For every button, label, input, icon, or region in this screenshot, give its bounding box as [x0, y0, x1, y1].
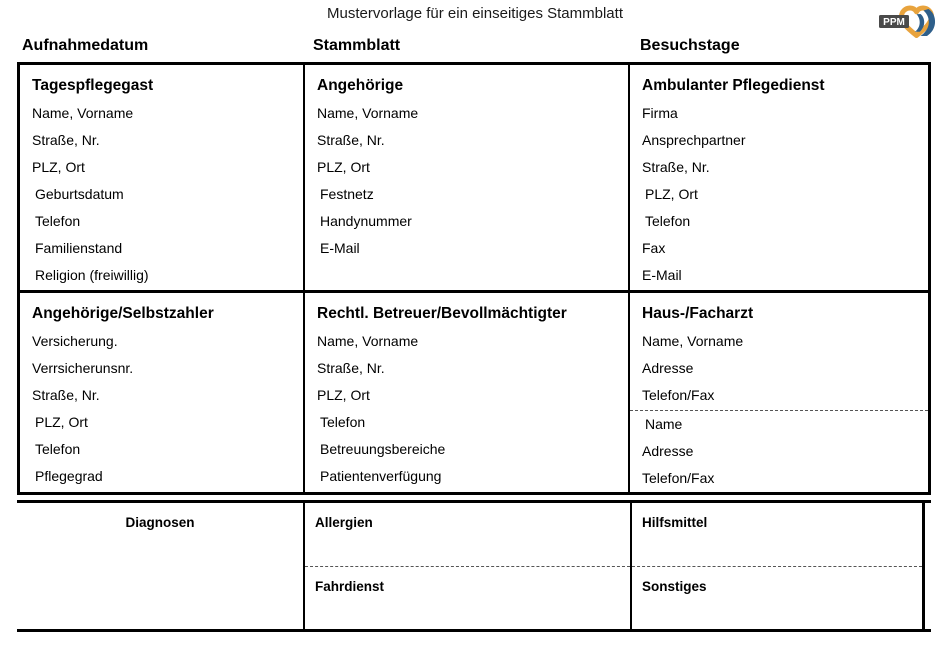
main-form-table: [17, 62, 931, 495]
field-label: PLZ, Ort: [317, 159, 370, 175]
field-label: Straße, Nr.: [32, 132, 100, 148]
field-label: Name: [645, 416, 683, 432]
field-label: Name, Vorname: [642, 333, 744, 349]
cell-angehoerige-selbstzahler[interactable]: [20, 293, 305, 492]
field-label: Pflegegrad: [35, 468, 103, 484]
facharzt-sub-section: [630, 410, 928, 492]
field-label: Festnetz: [320, 186, 374, 202]
cell-allergien[interactable]: [305, 503, 630, 566]
cell-sonstiges[interactable]: [632, 566, 922, 629]
field-label: Telefon: [35, 213, 81, 229]
page-title: Mustervorlage für ein einseitiges Stammblatt: [327, 5, 623, 22]
column-heading-besuchstage: Besuchstage: [640, 37, 740, 54]
field-label: Telefon: [645, 213, 691, 229]
field-label: Handynummer: [320, 213, 412, 229]
cell-hilfsmittel-sonstiges: [632, 503, 925, 629]
field-label: E-Mail: [642, 267, 682, 283]
cell-ambulanter-pflegedienst[interactable]: [630, 65, 928, 290]
table-row: [20, 65, 928, 293]
cell-title: Tagespflegegast: [32, 77, 154, 94]
cell-diagnosen[interactable]: [17, 503, 305, 629]
diagnosen-label: Diagnosen: [125, 515, 195, 530]
field-label: PLZ, Ort: [317, 387, 370, 403]
cell-title: Haus-/Facharzt: [642, 305, 754, 322]
hilfsmittel-label: Hilfsmittel: [642, 515, 708, 530]
cell-hilfsmittel[interactable]: [632, 503, 922, 566]
field-label: Fax: [642, 240, 666, 256]
field-label: Adresse: [642, 360, 694, 376]
field-label: Ansprechpartner: [642, 132, 746, 148]
cell-tagespflegegast[interactable]: [20, 65, 305, 290]
field-label: PLZ, Ort: [32, 159, 85, 175]
field-label: Familienstand: [35, 240, 123, 256]
fahrdienst-label: Fahrdienst: [315, 579, 385, 594]
field-label: Adresse: [642, 443, 694, 459]
field-label: Patientenverfügung: [320, 468, 442, 484]
field-label: Verrsicherunsnr.: [32, 360, 134, 376]
allergien-label: Allergien: [315, 515, 373, 530]
column-heading-stammblatt: Stammblatt: [313, 37, 401, 54]
field-label: Telefon/Fax: [642, 470, 715, 486]
field-label: PLZ, Ort: [645, 186, 698, 202]
cell-haus-facharzt[interactable]: [630, 293, 928, 492]
cell-title: Rechtl. Betreuer/Bevollmächtigter: [317, 305, 567, 322]
ppm-badge-text: PPM: [883, 17, 905, 29]
field-label: Telefon/Fax: [642, 387, 715, 403]
field-label: Name, Vorname: [32, 105, 134, 121]
field-label: Versicherung.: [32, 333, 118, 349]
cell-title: Ambulanter Pflegedienst: [642, 77, 825, 94]
field-label: Geburtsdatum: [35, 186, 124, 202]
field-label: Name, Vorname: [317, 333, 419, 349]
field-label: Straße, Nr.: [642, 159, 710, 175]
cell-angehoerige[interactable]: [305, 65, 630, 290]
field-label: Straße, Nr.: [317, 132, 385, 148]
cell-title: Angehörige: [317, 77, 404, 94]
field-label: PLZ, Ort: [35, 414, 88, 430]
field-label: E-Mail: [320, 240, 360, 256]
field-label: Telefon: [35, 441, 81, 457]
field-label: Firma: [642, 105, 678, 121]
bottom-form-section: [17, 500, 931, 632]
field-label: Religion (freiwillig): [35, 267, 149, 283]
field-label: Betreuungsbereiche: [320, 441, 446, 457]
field-label: Straße, Nr.: [317, 360, 385, 376]
sonstiges-label: Sonstiges: [642, 579, 707, 594]
cell-rechtl-betreuer[interactable]: [305, 293, 630, 492]
cell-title: Angehörige/Selbstzahler: [32, 305, 214, 322]
field-label: Telefon: [320, 414, 366, 430]
table-row: [20, 293, 928, 492]
cell-fahrdienst[interactable]: [305, 566, 630, 629]
column-heading-aufnahmedatum: Aufnahmedatum: [22, 37, 149, 54]
cell-allergien-fahrdienst: [305, 503, 632, 629]
ppm-logo: [872, 2, 940, 38]
ppm-badge: [879, 15, 909, 28]
field-label: Straße, Nr.: [32, 387, 100, 403]
field-label: Name, Vorname: [317, 105, 419, 121]
